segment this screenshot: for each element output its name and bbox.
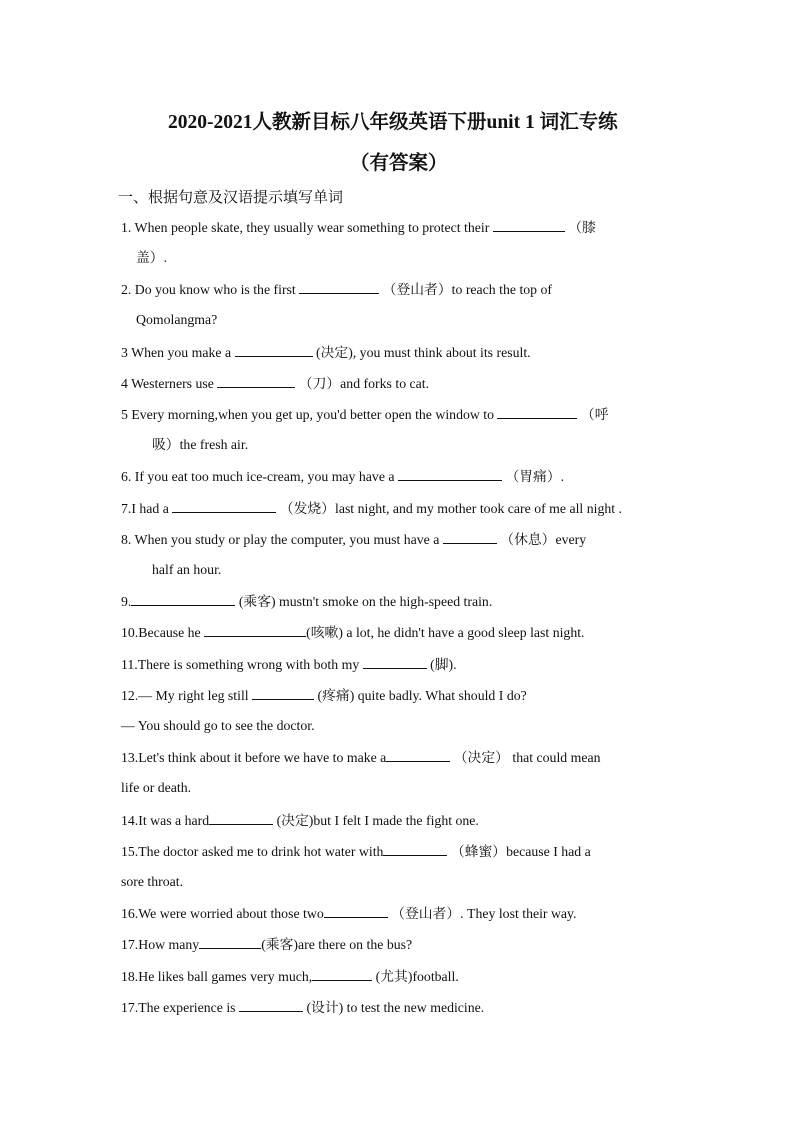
- question-text: 6. If you eat too much ice-cream, you may have a: [121, 469, 395, 484]
- answer-blank[interactable]: [239, 998, 303, 1012]
- question-11: [121, 655, 457, 674]
- question-text: 3 When you make a: [121, 345, 232, 360]
- question-12: [121, 686, 527, 705]
- question-text: 16.We were worried about those two: [121, 906, 324, 921]
- question-17: [121, 935, 412, 954]
- answer-blank[interactable]: [252, 686, 314, 700]
- question-text: 7.I had a: [121, 501, 169, 516]
- question-text: 17.How many: [121, 937, 200, 952]
- page-title: 2020-2021人教新目标八年级英语下册unit 1 词汇专练: [168, 112, 618, 133]
- answer-blank[interactable]: [131, 592, 235, 606]
- answer-blank[interactable]: [324, 904, 388, 918]
- question-hint: (疼痛) quite badly. What should I do?: [317, 688, 527, 703]
- question-hint: (脚).: [430, 657, 457, 672]
- answer-blank[interactable]: [443, 530, 497, 544]
- question-text: 15.The doctor asked me to drink hot water with: [121, 844, 384, 859]
- question-text: 1. When people skate, they usually wear something to protect their: [121, 220, 490, 235]
- answer-blank[interactable]: [204, 623, 306, 637]
- answer-blank[interactable]: [199, 935, 261, 949]
- question-text: 10.Because he: [121, 625, 201, 640]
- question-text: 2. Do you know who is the first: [121, 282, 296, 297]
- question-5-continued: [152, 436, 248, 454]
- question-18: [121, 967, 459, 986]
- answer-blank[interactable]: [209, 811, 273, 825]
- question-8-continued: [152, 561, 221, 579]
- question-hint: （登山者）to reach the top of: [382, 282, 553, 297]
- question-hint: （登山者）. They lost their way.: [391, 906, 577, 921]
- answer-blank[interactable]: [386, 748, 450, 762]
- question-12-response: [121, 717, 315, 735]
- question-4: [121, 374, 429, 393]
- answer-blank[interactable]: [497, 405, 577, 419]
- question-13-continued: [121, 779, 191, 797]
- answer-blank[interactable]: [363, 655, 427, 669]
- question-text: 17.The experience is: [121, 1000, 236, 1015]
- question-hint: （呼: [580, 407, 609, 422]
- question-2-continued: [136, 311, 217, 329]
- question-hint: （膝: [568, 220, 596, 235]
- question-6: [121, 467, 564, 486]
- question-text: 11.There is something wrong with both my: [121, 657, 360, 672]
- question-hint: （发烧）last night, and my mother took care of me all night .: [279, 501, 622, 516]
- question-text: sore throat.: [121, 874, 184, 889]
- question-hint: (乘客)are there on the bus?: [261, 937, 413, 952]
- question-3: [121, 343, 531, 362]
- question-19: [121, 998, 484, 1017]
- question-text: 4 Westerners use: [121, 376, 214, 391]
- question-9: [121, 592, 492, 611]
- question-text: 12.— My right leg still: [121, 688, 249, 703]
- question-15: [121, 842, 591, 861]
- question-hint: 盖）.: [136, 250, 168, 265]
- question-text: life or death.: [121, 780, 192, 795]
- question-1-continued: [136, 249, 167, 267]
- answer-blank[interactable]: [172, 499, 276, 513]
- question-hint: (决定)but I felt I made the fight one.: [276, 813, 479, 828]
- answer-blank[interactable]: [398, 467, 502, 481]
- question-hint: （刀）and forks to cat.: [298, 376, 430, 391]
- question-text: 5 Every morning,when you get up, you'd better open the window to: [121, 407, 495, 422]
- question-16: [121, 904, 577, 923]
- question-text: 18.He likes ball games very much,: [121, 969, 313, 984]
- question-text: 14.It was a hard: [121, 813, 210, 828]
- question-text: 8. When you study or play the computer, you must have a: [121, 532, 440, 547]
- question-text: Qomolangma?: [136, 312, 218, 327]
- answer-blank[interactable]: [299, 280, 379, 294]
- question-hint: (决定), you must think about its result.: [316, 345, 531, 360]
- question-14: [121, 811, 479, 830]
- question-text: — You should go to see the doctor.: [121, 718, 315, 733]
- question-5: [121, 405, 609, 424]
- question-text: 9.: [121, 594, 132, 609]
- page-subtitle: （有答案）: [350, 153, 448, 174]
- question-1: [121, 218, 596, 237]
- question-text: 13.Let's think about it before we have to make a: [121, 750, 387, 765]
- question-hint: （休息）every: [500, 532, 587, 547]
- answer-blank[interactable]: [312, 967, 372, 981]
- question-8: [121, 530, 586, 549]
- question-hint: (乘客) mustn't smoke on the high-speed train.: [238, 594, 493, 609]
- question-hint: (咳嗽) a lot, he didn't have a good sleep last night.: [306, 625, 585, 640]
- question-text: 吸）the fresh air.: [152, 437, 249, 452]
- answer-blank[interactable]: [217, 374, 295, 388]
- question-2: [121, 280, 552, 299]
- question-hint: （决定） that could mean: [453, 750, 601, 765]
- question-13: [121, 748, 601, 767]
- question-hint: （蜂蜜）because I had a: [450, 844, 591, 859]
- question-hint: （胃痛）.: [505, 469, 565, 484]
- answer-blank[interactable]: [383, 842, 447, 856]
- section-heading: 一、根据句意及汉语提示填写单词: [118, 190, 344, 206]
- answer-blank[interactable]: [235, 343, 313, 357]
- question-hint: (设计) to test the new medicine.: [306, 1000, 485, 1015]
- question-hint: (尤其)football.: [375, 969, 459, 984]
- question-7: [121, 499, 622, 518]
- question-10: [121, 623, 585, 642]
- question-15-continued: [121, 873, 183, 891]
- question-text: half an hour.: [152, 562, 222, 577]
- answer-blank[interactable]: [493, 218, 565, 232]
